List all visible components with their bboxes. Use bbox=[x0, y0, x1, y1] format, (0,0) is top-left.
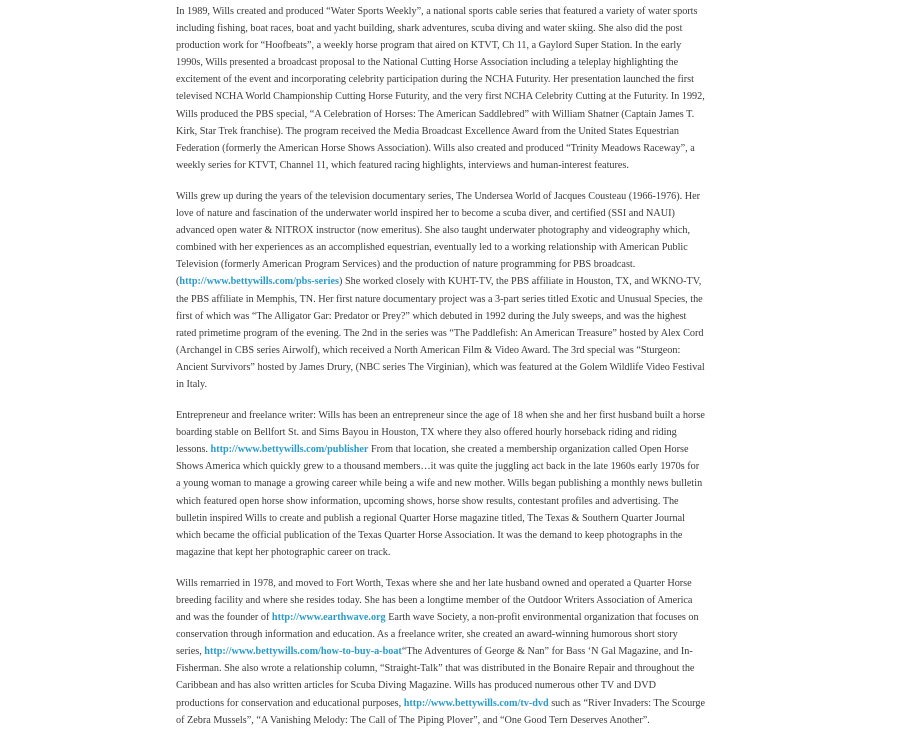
paragraph-text: In 1989, Wills created and produced “Water Sports Weekly”, a national sports cable series that featured a variety of water sports including fishing, boat races, boat and yacht building, shark adventures, scuba diving and water skiing. She also did the post production work for “Hoofbeats”, a weekly horse program that aired on KTVT, Ch 11, a Gaylord Super Station. In the early 1990s, Wills presented a broadcast proposal to the National Cutting Horse Association including a teleplay highlighting the excitement of the event and incorporating celebrity participation during the NCHA Futurity. Her presentation launched the first televised NCHA World Championship Cutting Horse Futurity, and the very first NCHA Celebrity Cutting at the Futurity. In 1992, Wills produced the PBS special, “A Celebration of Horses: The American Saddlebred” with William Shatner (Captain James T. Kirk, Star Trek franchise). The program received the Media Broadcast Excellence Award from the United States Equestrian Federation (formerly the American Horse Shows Association). Wills also created and produced “Trinity Meadows Raceway”, a weekly series for KTVT, Channel 11, which featured racing highlights, interviews and human-interest features. bbox=[176, 6, 705, 171]
paragraph-text: ) She worked closely with KUHT-TV, the PBS affiliate in Houston, TX, and WKNO-TV, the PBS affiliate in Memphis, TN. Her first nature documentary project was a 3-part series titled Exotic and Unusual Species, the first of which was “The Alligator Gar: Predator or Prey?” which debuted in 1992 during the July sweeps, and was the highest rated primetime program of the evening. The 2nd in the series was “The Paddlefish: An American Treasure” hosted by Alex Cord (Archangel in CBS series Airwolf), which received a North American Film & Video Award. The 3rd special was “Sturgeon: Ancient Survivors” hosted by James Drury, (NBC series The Virginian), which was featured at the Golem Wildlife Video Festival in Italy. bbox=[176, 276, 705, 390]
publisher-link[interactable]: http://www.bettywills.com/publisher bbox=[210, 444, 369, 456]
paragraph-text: Earth wave Society, a non-profit environmental organization that focuses on conservation through information and education. As a freelance writer, she created an award-winning humorous short story series, bbox=[176, 612, 699, 658]
paragraph-text: Wills remarried in 1978, and moved to Fort Worth, Texas where she and her late husband owned and operated a Quarter Horse breeding facility and where she resides today. She has been a longtime member of the Outdoor Writers Association of America and was the founder of bbox=[176, 577, 693, 624]
paragraph-text: From that location, she created a membership organization called Open Horse Shows America which quickly grew to a thousand members…it was quite the juggling act back in the late 1960s early 1970s for a young woman to manage a growing career while being a wife and new mother. Wills began publishing a monthly news bulletin which featured open horse show information, upcoming shows, horse show results, contestant profiles and advertising. The bulletin inspired Wills to create and publish a regional Quarter Horse magazine titled, The Texas & Southern Quarter Journal which became the official publication of the Texas Quarter Horse Association. It was the demand to keep photographs in the magazine that kept her photographic career on track. bbox=[176, 444, 703, 558]
how-to-buy-a-boat-link[interactable]: http://www.bettywills.com/how-to-buy-a-boat bbox=[204, 646, 402, 658]
article-body bbox=[176, 3, 706, 743]
pbs-series-link[interactable]: http://www.bettywills.com/pbs-series bbox=[179, 276, 340, 288]
paragraph-entrepreneur bbox=[176, 407, 706, 561]
tv-dvd-link[interactable]: http://www.bettywills.com/tv-dvd bbox=[403, 697, 549, 709]
paragraph-text: such as “River Invaders: The Scourge of Zebra Mussels”, “A Vanishing Melody: The Call of The Piping Plover”, and “One Good Tern Deserves Another”. bbox=[176, 697, 705, 726]
paragraph-text: “The Adventures of George & Nan” for Bass ‘N Gal Magazine, and In-Fisherman. She also wrote a relationship column, “Straight-Talk” that was distributed in the Bonaire Repair and throughout the Caribbean and has also written articles for Scuba Diving Magazine. Wills has produced numerous other TV and DVD productions for conservation and educational purposes, bbox=[176, 646, 695, 709]
earthwave-link[interactable]: http://www.earthwave.org bbox=[271, 612, 386, 624]
paragraph-water-sports bbox=[176, 3, 706, 174]
paragraph-text: Entrepreneur and freelance writer: Wills has been an entrepreneur since the age of 18 when she and her first husband built a horse boarding stable on Bellfort St. and Sims Bayou in Houston, TX where they also offered hourly horseback riding and riding lessons. bbox=[176, 410, 705, 456]
paragraph-nature-programming bbox=[176, 188, 706, 393]
paragraph-fort-worth bbox=[176, 575, 706, 729]
paragraph-text: Wills grew up during the years of the television documentary series, The Undersea World of Jacques Cousteau (1966-1976). Her love of nature and fascination of the underwater world inspired her to become a scuba diver, and certified (SSI and NAUI) advanced open water & NITROX instructor (now emeritus). She also taught underwater photography and videography which, combined with her experiences as an accomplished equestrian, eventually led to a working relationship with American Public Television (formerly American Program Services) and the production of nature programming for PBS broadcast. ( bbox=[176, 190, 701, 288]
